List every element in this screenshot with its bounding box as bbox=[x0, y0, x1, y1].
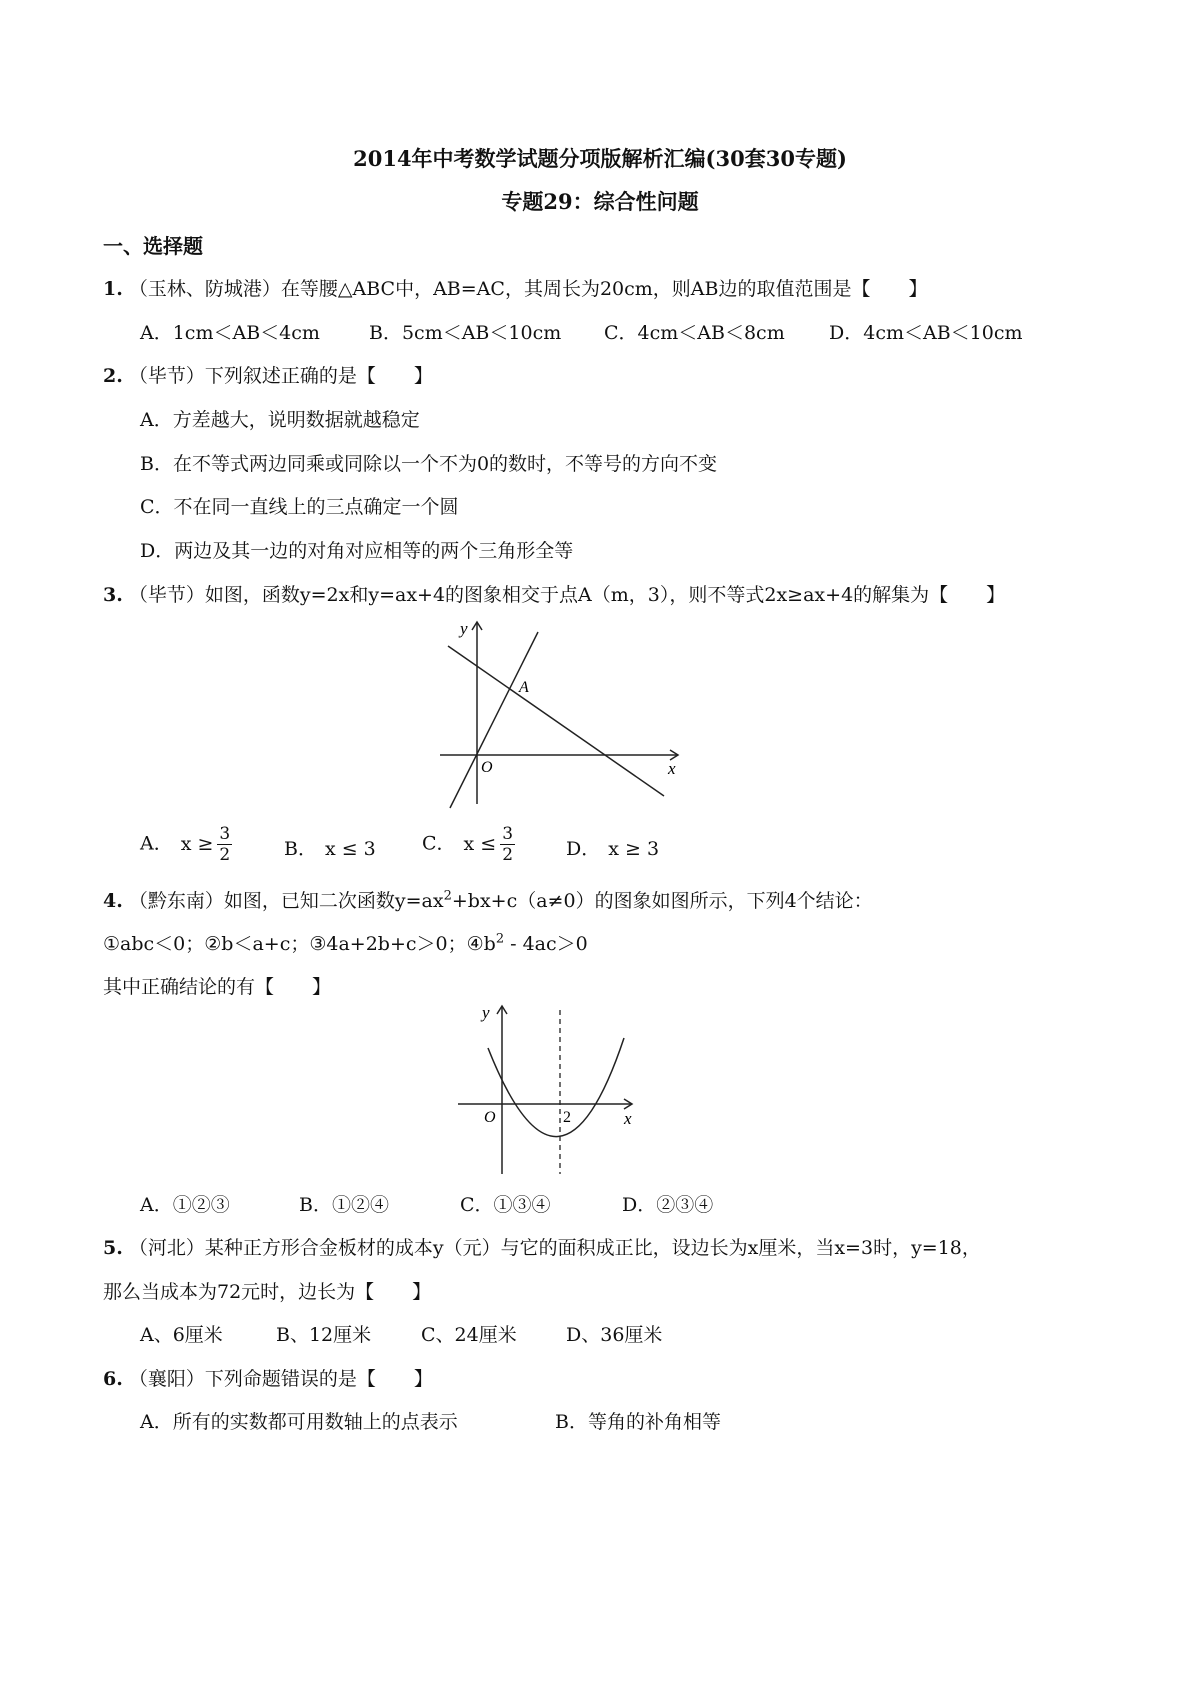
question-text: （河北）某种正方形合金板材的成本y（元）与它的面积成正比，设边长为x厘米，当x=3时，y=18， bbox=[128, 1237, 981, 1259]
question-3 bbox=[103, 580, 1005, 607]
question-text: （玉林、防城港）在等腰△ABC中，AB=AC，其周长为20cm，则AB边的取值范围是【 】 bbox=[128, 278, 928, 300]
q1-option-a: A．1cm＜AB＜4cm bbox=[140, 322, 320, 344]
line-y-2x bbox=[450, 632, 538, 808]
q3-option-d: D． x ≥ 3 bbox=[566, 838, 660, 860]
y-axis-label: y bbox=[482, 1003, 490, 1022]
q2-option-c: C．不在同一直线上的三点确定一个圆 bbox=[140, 496, 459, 518]
tick-label-2: 2 bbox=[563, 1109, 571, 1126]
q6-option-a: A．所有的实数都可用数轴上的点表示 bbox=[140, 1411, 458, 1433]
question-number: 2. bbox=[103, 365, 123, 387]
question-text: （毕节）如图，函数y=2x和y=ax+4的图象相交于点A（m，3），则不等式2x≥ax+4的解集为【 】 bbox=[128, 584, 1006, 606]
parabola-curve bbox=[488, 1038, 624, 1137]
q4-figure bbox=[450, 998, 650, 1178]
section-heading: 一、选择题 bbox=[103, 234, 203, 258]
x-axis-label: x bbox=[668, 759, 676, 778]
fraction: $\frac{3}{2}$ bbox=[502, 824, 514, 865]
q2-option-a: A．方差越大，说明数据就越稳定 bbox=[140, 409, 420, 431]
question-5 bbox=[103, 1233, 981, 1260]
y-axis-label: y bbox=[460, 619, 468, 638]
q4-option-c: C．①③④ bbox=[460, 1194, 551, 1216]
document-subtitle: 专题29：综合性问题 bbox=[501, 189, 699, 214]
intersection-point-label: A bbox=[519, 679, 529, 696]
q5-option-a: A、6厘米 bbox=[140, 1324, 223, 1346]
q1-option-d: D．4cm＜AB＜10cm bbox=[829, 322, 1023, 344]
q4-option-b: B．①②④ bbox=[299, 1194, 389, 1216]
question-number: 3. bbox=[103, 584, 123, 606]
x-axis-label: x bbox=[624, 1109, 632, 1128]
question-2 bbox=[103, 361, 433, 388]
q6-option-b: B．等角的补角相等 bbox=[555, 1411, 721, 1433]
q5-option-d: D、36厘米 bbox=[566, 1324, 663, 1346]
q3-option-c: C． x ≤ $\frac{3}{2}$ bbox=[422, 824, 514, 865]
question-text: （襄阳）下列命题错误的是【 】 bbox=[128, 1368, 433, 1390]
question-1 bbox=[103, 274, 927, 301]
fraction: $\frac{3}{2}$ bbox=[219, 824, 231, 865]
q4-statements: ①abc＜0；②b＜a+c；③4a+2b+c＞0；$④b^2 - 4ac>0$ bbox=[103, 931, 588, 955]
q3-option-b: B． x ≤ 3 bbox=[284, 838, 376, 860]
q5-option-c: C、24厘米 bbox=[421, 1324, 517, 1346]
q4-prompt: 其中正确结论的有【 】 bbox=[103, 976, 332, 998]
q1-option-b: B．5cm＜AB＜10cm bbox=[369, 322, 562, 344]
question-number: 1. bbox=[103, 278, 123, 300]
origin-label: O bbox=[481, 759, 493, 776]
document-title: 2014年中考数学试题分项版解析汇编(30套30专题) bbox=[353, 146, 847, 171]
q5-text-continued: 那么当成本为72元时，边长为【 】 bbox=[103, 1281, 432, 1303]
q3-figure bbox=[430, 612, 690, 812]
q4-option-d: D．②③④ bbox=[622, 1194, 714, 1216]
q4-option-a: A．①②③ bbox=[140, 1194, 230, 1216]
question-text: （毕节）下列叙述正确的是【 】 bbox=[128, 365, 433, 387]
question-number: 5. bbox=[103, 1237, 123, 1259]
origin-label: O bbox=[484, 1109, 496, 1126]
question-6 bbox=[103, 1364, 433, 1391]
q3-option-a: A． x ≥ $\frac{3}{2}$ bbox=[140, 824, 231, 865]
q5-option-b: B、12厘米 bbox=[276, 1324, 372, 1346]
question-number: 6. bbox=[103, 1368, 123, 1390]
question-number: 4. bbox=[103, 890, 123, 912]
q2-option-d: D．两边及其一边的对角对应相等的两个三角形全等 bbox=[140, 540, 574, 562]
q1-option-c: C．4cm＜AB＜8cm bbox=[604, 322, 785, 344]
question-4: 4. （黔东南）如图，已知二次函数$y=ax^2+bx+c(a\ne 0)$的图象如图所示，下列4个结论： bbox=[103, 888, 873, 912]
q2-option-b: B．在不等式两边同乘或同除以一个不为0的数时，不等号的方向不变 bbox=[140, 453, 718, 475]
